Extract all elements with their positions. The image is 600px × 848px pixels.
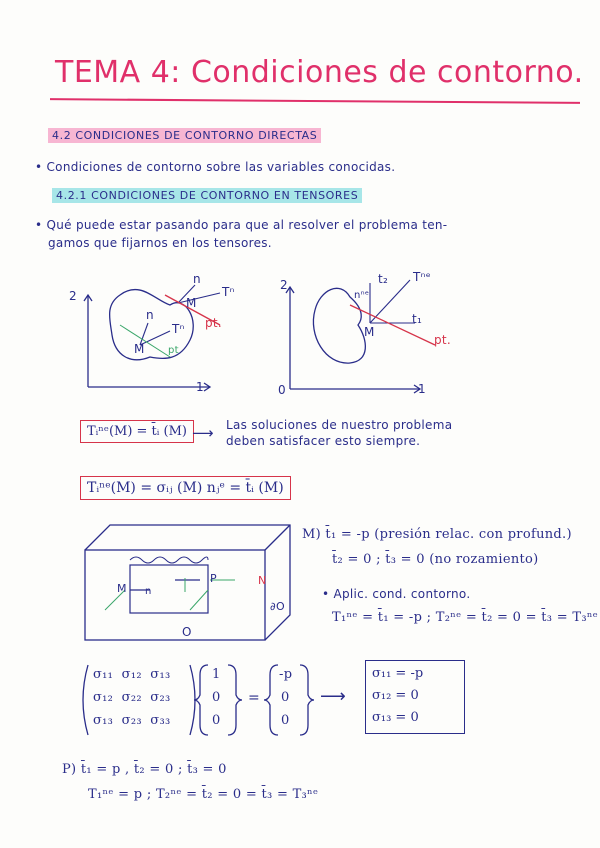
m33: σ₃₃ (150, 713, 171, 728)
m23: σ₂₃ (150, 690, 171, 705)
equation-box-1: Tᵢⁿᵉ(M) = t̄ᵢ (M) (80, 420, 194, 443)
example-line3: • Aplic. cond. contorno. (322, 587, 471, 601)
matrix-row-2 (93, 690, 170, 705)
box1-arrow: ⟶ (192, 424, 214, 442)
m32: σ₂₃ (121, 713, 142, 728)
m11: σ₁₁ (93, 667, 114, 682)
example-line2: t̄₂ = 0 ; t̄₃ = 0 (no rozamiento) (332, 552, 539, 567)
matrix-row-3 (93, 713, 170, 728)
block-O: O (182, 625, 192, 639)
fig-right-axis-y: 2 (280, 278, 288, 292)
box1-text-line2: deben satisfacer esto siempre. (226, 434, 421, 448)
m13: σ₁₃ (150, 667, 171, 682)
equation-box-2: Tᵢⁿᵉ(M) = σᵢⱼ (M) nⱼᵉ = t̄ᵢ (M) (80, 476, 291, 500)
fig-left-T-inner: Tⁿ (172, 322, 185, 336)
fig-left-M-inner: M (134, 342, 145, 356)
fig-right-t2: t₂ (378, 272, 389, 286)
matrix-arrow: ⟶ (320, 686, 347, 707)
bullet-2-line2: gamos que fijarnos en los tensores. (48, 236, 272, 250)
fig-right-pt: pt. (434, 333, 452, 347)
fig-left-n-outer: n (193, 272, 201, 286)
fig-right-origin: 0 (278, 383, 286, 397)
fig-left-pt-inner: pt (168, 345, 179, 356)
subsection-heading: 4.2.1 CONDICIONES DE CONTORNO EN TENSORES (52, 188, 362, 203)
vec-2: 0 (212, 690, 221, 705)
m21: σ₁₂ (93, 690, 114, 705)
rvec-3: 0 (281, 713, 290, 728)
fig-left-axis-x: 1 (196, 380, 204, 394)
result-3: σ₁₃ = 0 (372, 710, 419, 725)
matrix-row-1 (93, 667, 170, 682)
fig-right-Tne: Tⁿᵉ (413, 270, 432, 284)
fig-right-t1: t₁ (412, 312, 423, 326)
result-2: σ₁₂ = 0 (372, 688, 419, 703)
fig-right-axis-x: 1 (418, 382, 426, 396)
block-dO: ∂O (270, 600, 285, 613)
fig-left-n-inner: n (146, 308, 154, 322)
result-box (365, 660, 465, 734)
fig-right-M: M (364, 325, 375, 339)
m22: σ₂₂ (121, 690, 142, 705)
fig-left-T-outer: Tⁿ (222, 285, 235, 299)
block-P: P (210, 572, 217, 585)
m31: σ₁₃ (93, 713, 114, 728)
matrix-equals: = (248, 690, 261, 706)
bullet-1: • Condiciones de contorno sobre las variables conocidas. (35, 160, 396, 174)
block-n: n (145, 586, 152, 597)
vec-3: 0 (212, 713, 221, 728)
title-underline (50, 98, 580, 104)
example-line1: M) t̄₁ = -p (presión relac. con profund.) (302, 527, 572, 542)
m12: σ₁₂ (121, 667, 142, 682)
fig-left-M-outer: M (186, 296, 197, 310)
rvec-2: 0 (281, 690, 290, 705)
result-1: σ₁₁ = -p (372, 666, 424, 681)
p-case-line1: P) t̄₁ = p , t̄₂ = 0 ; t̄₃ = 0 (62, 762, 227, 777)
fig-left-axis-y: 2 (69, 289, 77, 303)
page-title: TEMA 4: Condiciones de contorno. (55, 55, 584, 90)
bullet-2-line1: • Qué puede estar pasando para que al resolver el problema ten- (35, 218, 448, 232)
section-heading: 4.2 CONDICIONES DE CONTORNO DIRECTAS (48, 128, 321, 143)
block-M: M (117, 582, 127, 595)
example-line4: T₁ⁿᵉ = t̄₁ = -p ; T₂ⁿᵉ = t̄₂ = 0 = t̄₃ = T₃ⁿᵉ (332, 610, 599, 625)
rvec-1: -p (279, 667, 293, 682)
block-N: N (258, 574, 267, 587)
fig-right-nne: nⁿᵉ (354, 290, 370, 301)
box1-text-line1: Las soluciones de nuestro problema (226, 418, 453, 432)
fig-left-pt: pt. (205, 316, 223, 330)
vec-1: 1 (212, 667, 221, 682)
p-case-line2: T₁ⁿᵉ = p ; T₂ⁿᵉ = t̄₂ = 0 = t̄₃ = T₃ⁿᵉ (88, 787, 319, 802)
